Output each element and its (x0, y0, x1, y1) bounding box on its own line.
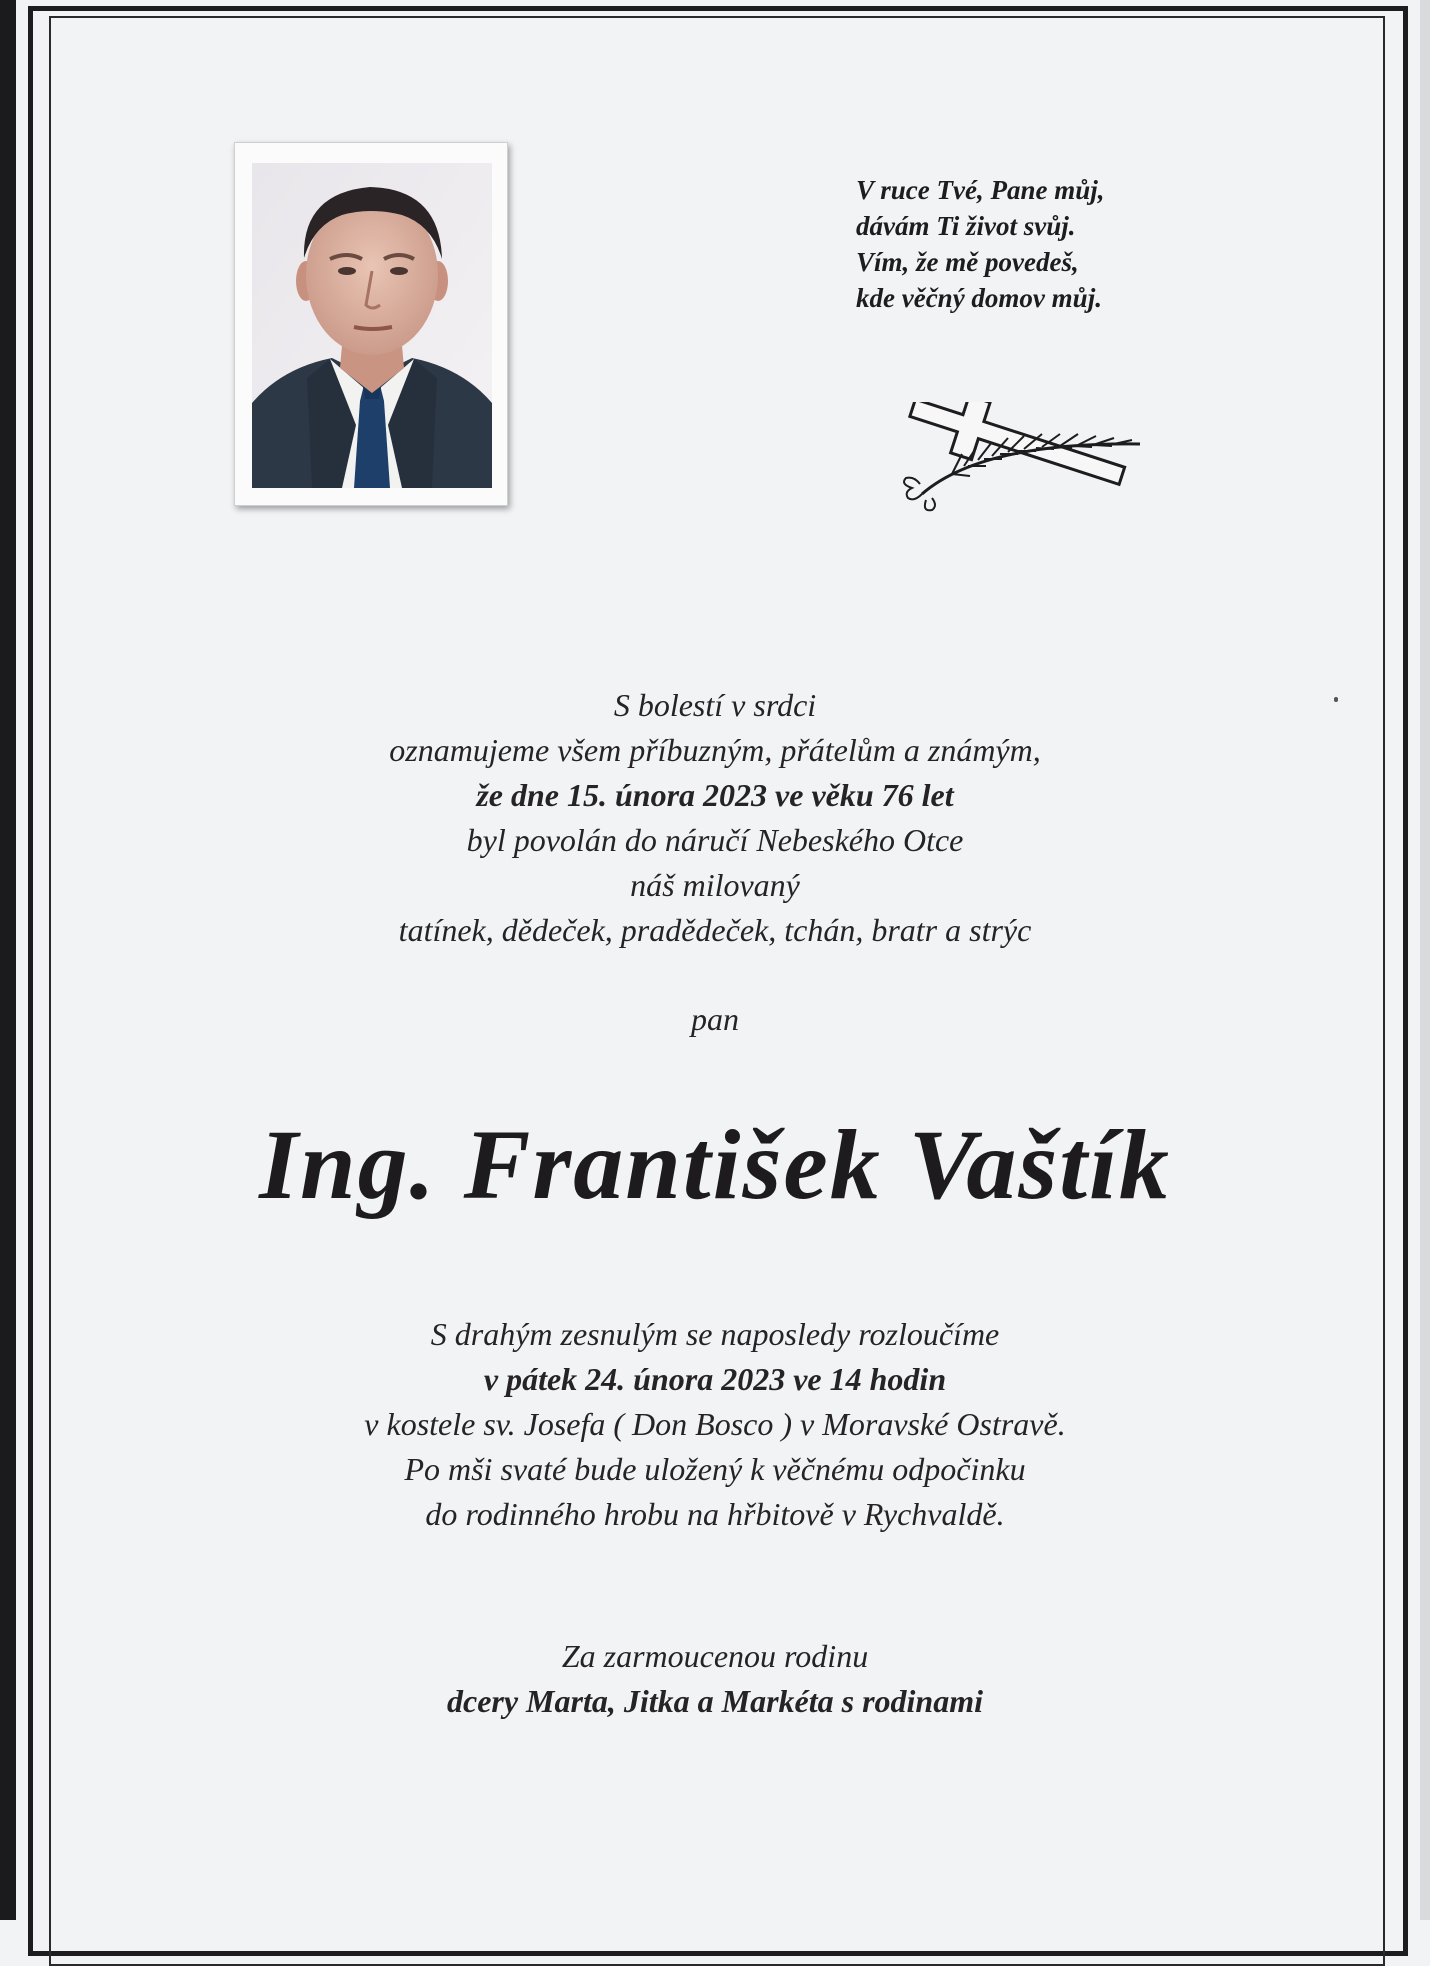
portrait-photo (234, 142, 508, 506)
scan-edge-right (1420, 0, 1430, 1920)
signature-line: Za zarmoucenou rodinu (561, 1638, 869, 1674)
verse-line: V ruce Tvé, Pane můj, (856, 175, 1105, 205)
announcement-line: S bolestí v srdci (613, 687, 817, 723)
funeral-line: v kostele sv. Josefa ( Don Bosco ) v Moravské Ostravě. (364, 1406, 1066, 1442)
announcement-line: byl povolán do náručí Nebeského Otce (466, 822, 964, 858)
verse-line: Vím, že mě povedeš, (856, 247, 1079, 277)
funeral-details-block (0, 1312, 1430, 1537)
cross-with-palm-icon (892, 402, 1148, 514)
verse-line: dávám Ti život svůj. (856, 211, 1076, 241)
verse-block (856, 172, 1104, 316)
funeral-line: Po mši svaté bude uložený k věčnému odpočinku (404, 1451, 1026, 1487)
death-date-line: že dne 15. února 2023 ve věku 76 let (476, 777, 954, 813)
verse-line: kde věčný domov můj. (856, 283, 1102, 313)
announcement-line: oznamujeme všem příbuzným, přátelům a známým, (389, 732, 1041, 768)
signature-block (0, 1634, 1430, 1724)
family-names: dcery Marta, Jitka a Markéta s rodinami (446, 1683, 983, 1719)
funeral-line: do rodinného hrobu na hřbitově v Rychvaldě. (425, 1496, 1005, 1532)
scan-edge-left (0, 0, 16, 1920)
funeral-line: S drahým zesnulým se naposledy rozloučíme (430, 1316, 1000, 1352)
announcement-block (0, 683, 1430, 953)
announcement-line: náš milovaný (630, 867, 800, 903)
deceased-name: Ing. František Vaštík (259, 1109, 1171, 1220)
salutation: pan (691, 1001, 739, 1037)
portrait-image (252, 163, 492, 488)
announcement-line: tatínek, dědeček, pradědeček, tchán, bratr a strýc (398, 912, 1032, 948)
funeral-date-line: v pátek 24. února 2023 ve 14 hodin (483, 1361, 947, 1397)
